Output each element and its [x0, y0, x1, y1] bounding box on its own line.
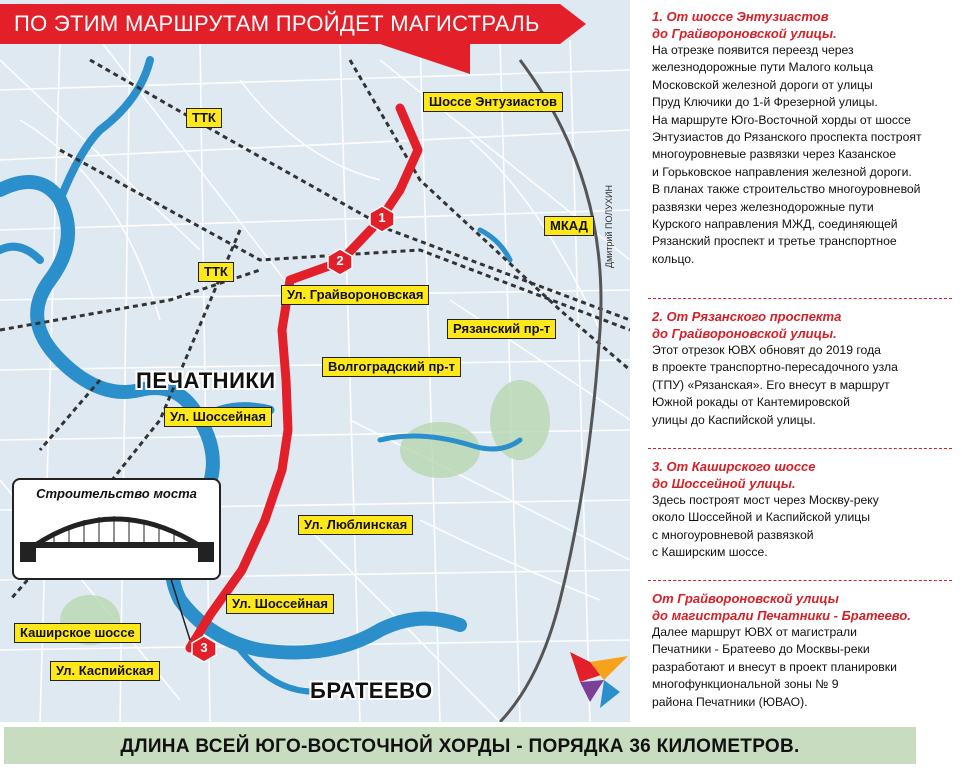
section-3-body: Здесь построят мост через Москву-реку около Шоссейной и Каспийской улицы с многоуровневой развязкой с Каширским шоссе.: [652, 493, 879, 560]
map-credit: Дмитрий ПОЛУХИН: [604, 185, 614, 268]
section-1-body: На отрезке появится переезд через железнодорожные пути Малого кольца Московской железной дороги от улицы Пруд Ключики до 1-й Фрезерной улицы. На маршруте Юго-Восточной хорды от шоссе Энтузиастов до Рязанского проспекта построят многоуровневые развязки через Казанское и Горьковское направления железной дороги. В планах также строительство многоуровневой развязки через железнодорожные пути Курского направления МЖД, соединяющей Рязанский проспект и третье транспортное кольцо.: [652, 43, 922, 266]
publisher-logo-icon: [570, 652, 628, 708]
footer-bar: [4, 727, 916, 764]
label-lyublinskaya: Ул. Люблинская: [298, 515, 413, 535]
title-banner: [0, 4, 586, 44]
banner-title: ПО ЭТИМ МАРШРУТАМ ПРОЙДЕТ МАГИСТРАЛЬ: [14, 11, 540, 36]
label-entuziastov: Шоссе Энтузиастов: [423, 92, 563, 112]
label-kaspiyskaya: Ул. Каспийская: [50, 661, 160, 681]
section-4-body: Далее маршрут ЮВХ от магистрали Печатники - Братеево до Москвы-реки разработают и внесут в проект планировки многофункциональной зоны № 9 района Печатники (ЮВАО).: [652, 625, 897, 709]
section-2-title: 2. От Рязанского проспекта до Грайвороновской улицы.: [652, 309, 842, 341]
divider-2: [648, 448, 952, 449]
bridge-title: Строительство моста: [36, 486, 197, 501]
route-marker-1: 1: [369, 206, 395, 232]
bridge-inset: [12, 478, 221, 580]
district-pechatniki: ПЕЧАТНИКИ: [136, 368, 276, 393]
label-grayvoronovskaya: Ул. Грайвороновская: [281, 285, 429, 305]
section-1-title: 1. От шоссе Энтузиастов до Грайвороновской улицы.: [652, 9, 837, 41]
section-4-title: От Грайвороновской улицы до магистрали Печатники - Братеево.: [652, 591, 911, 623]
bridge-icon: [14, 480, 219, 578]
label-shosseynaya-bottom: Ул. Шоссейная: [226, 594, 334, 614]
label-kashirskoe: Каширское шоссе: [14, 623, 141, 643]
section-3-title: 3. От Каширского шоссе до Шоссейной улицы.: [652, 459, 816, 491]
sidebar-text: [636, 4, 956, 724]
district-brateevo: БРАТЕЕВО: [310, 678, 433, 703]
section-2: [652, 308, 952, 429]
section-4: [652, 590, 952, 711]
label-ttk-left: ТТК: [198, 262, 234, 282]
label-volgogradsky: Волгоградский пр-т: [322, 357, 461, 377]
section-2-body: Этот отрезок ЮВХ обновят до 2019 года в проекте транспортно-пересадочного узла (ТПУ) «Рязанская». Его внесут в маршрут Южной рокады от Кантемировской улицы до Каспийской улицы.: [652, 343, 898, 427]
label-ryazansky: Рязанский пр-т: [447, 319, 556, 339]
route-marker-2: 2: [327, 249, 353, 275]
divider-1: [648, 298, 952, 299]
divider-3: [648, 580, 952, 581]
section-1: [652, 8, 952, 268]
footer-text: ДЛИНА ВСЕЙ ЮГО-ВОСТОЧНОЙ ХОРДЫ - ПОРЯДКА 36 КИЛОМЕТРОВ.: [120, 736, 800, 757]
label-ttk-top: ТТК: [186, 108, 222, 128]
label-mkad: МКАД: [544, 216, 594, 236]
label-shosseynaya-top: Ул. Шоссейная: [164, 407, 272, 427]
route-marker-3: 3: [191, 636, 217, 662]
section-3: [652, 458, 952, 562]
